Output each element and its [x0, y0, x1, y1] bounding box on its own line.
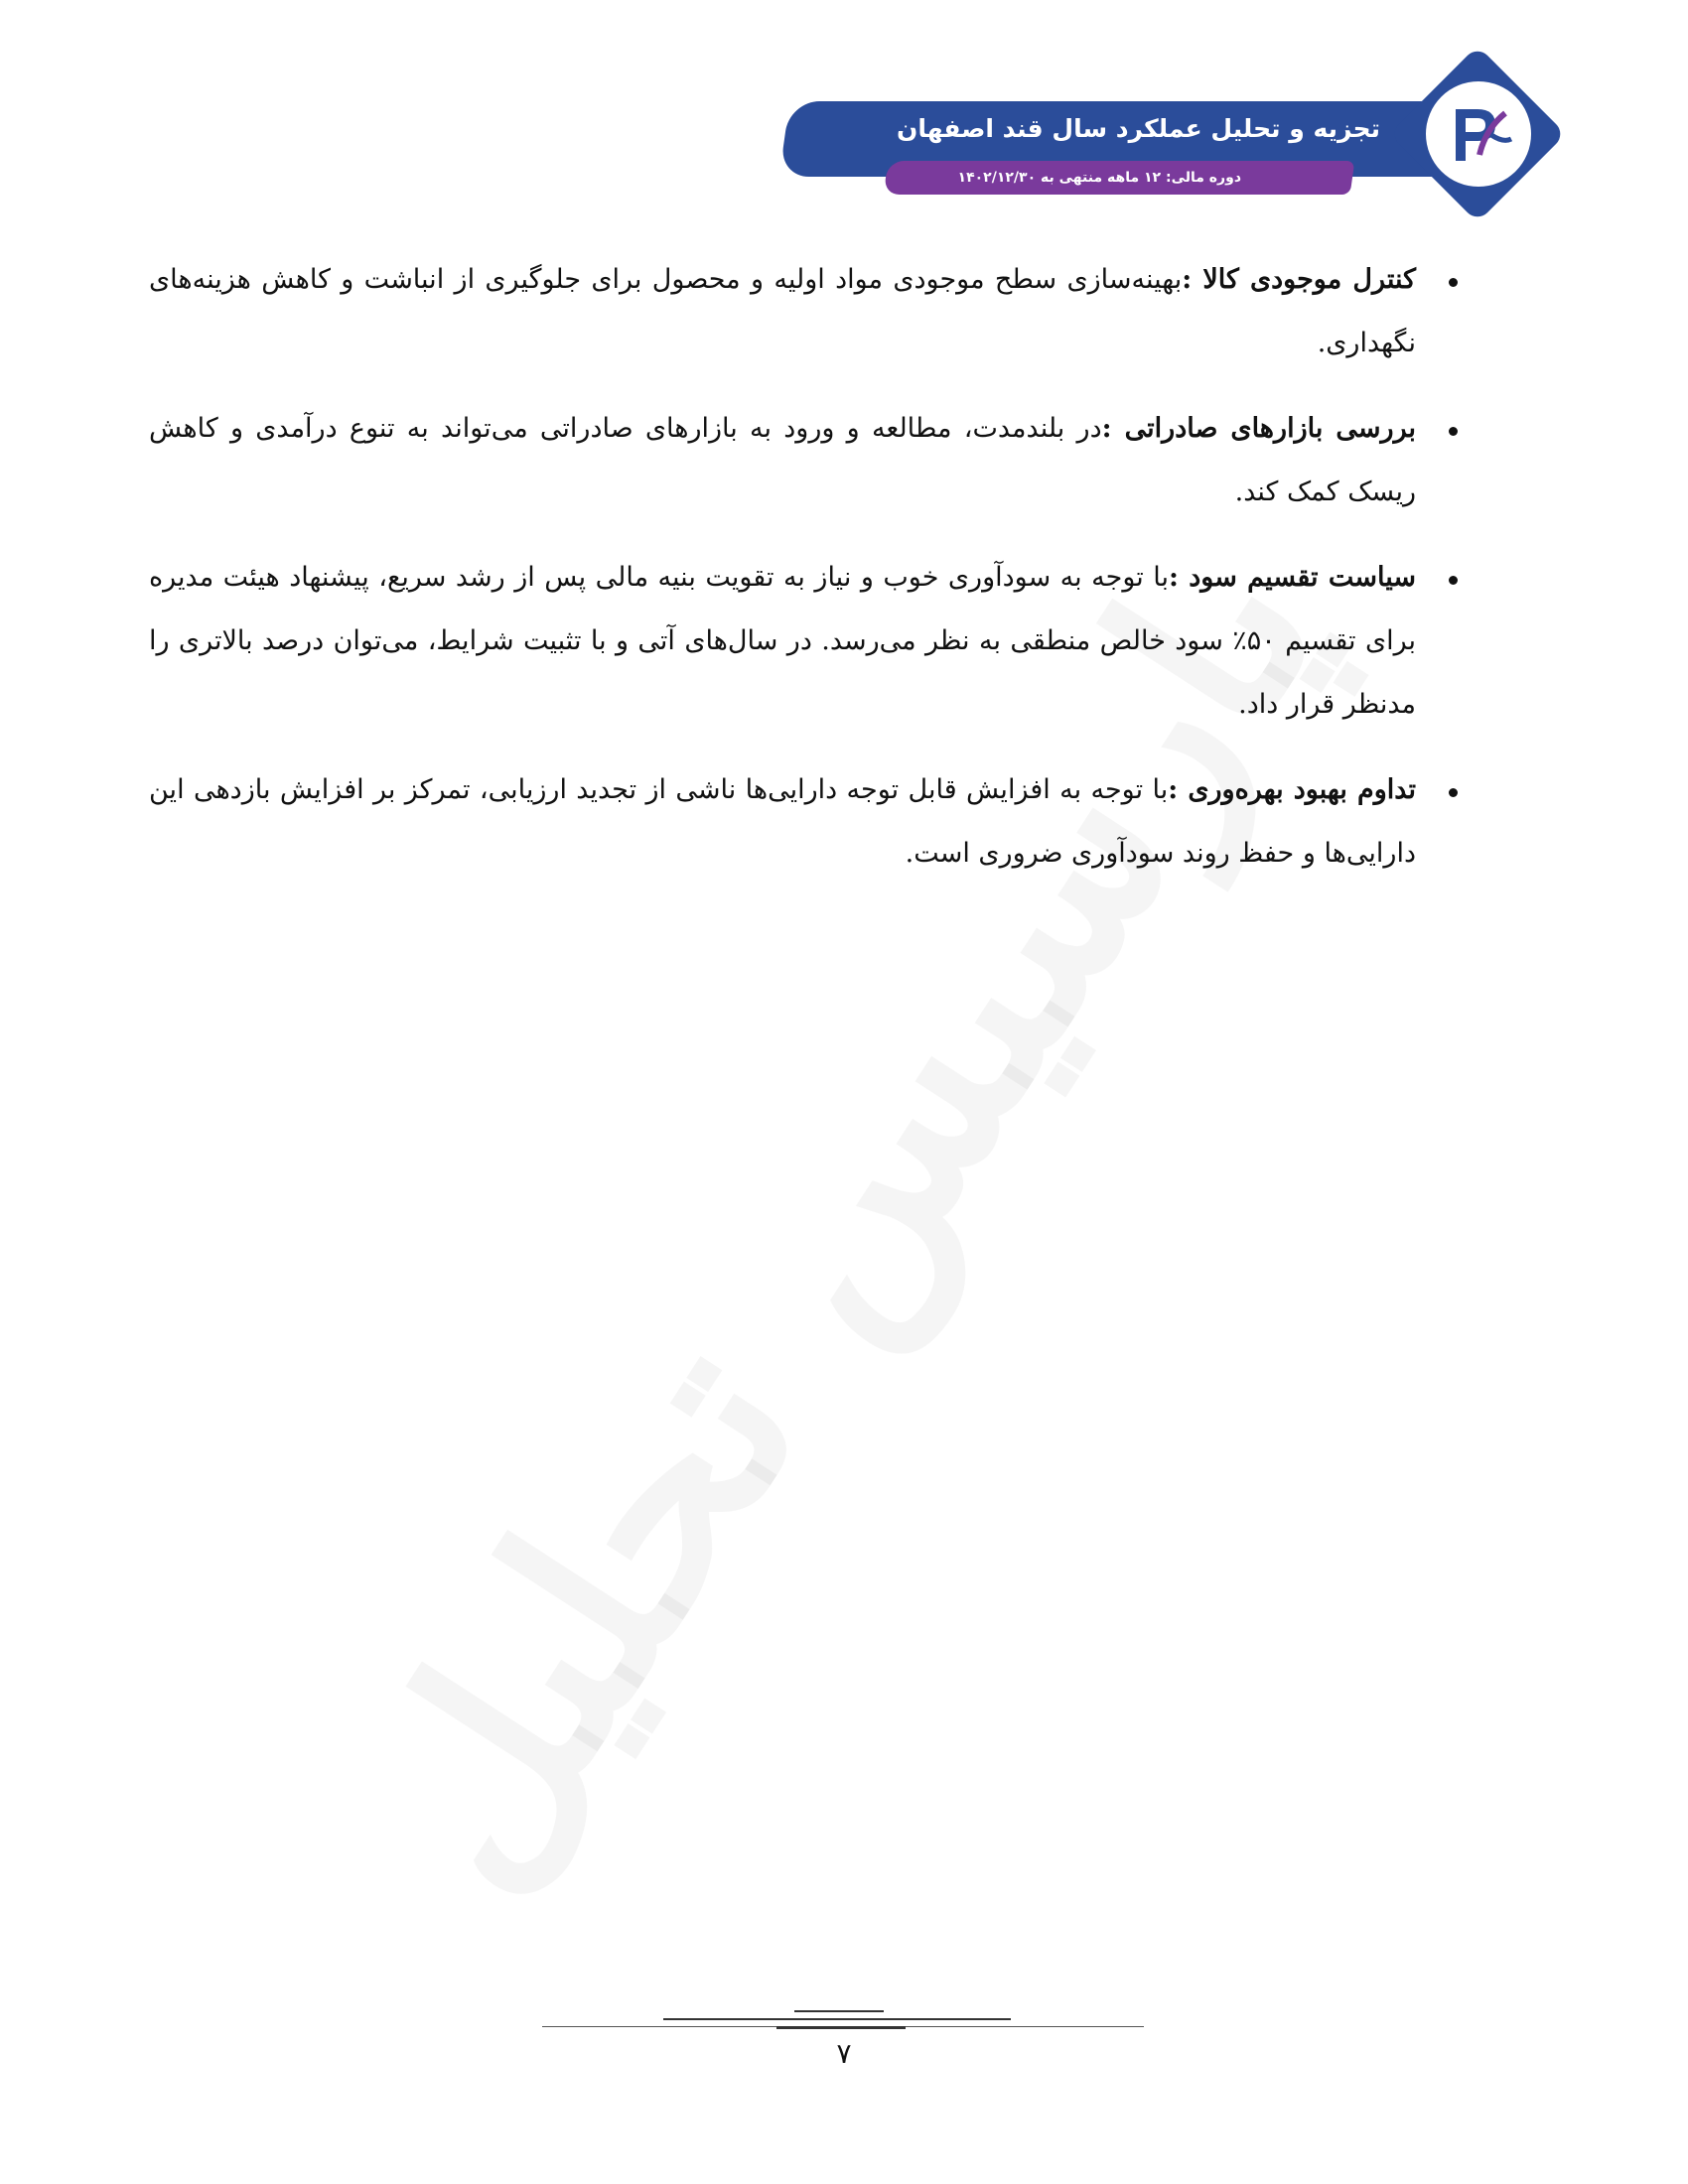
bullet-icon — [1449, 278, 1458, 287]
list-item-text: با توجه به سودآوری خوب و نیاز به تقویت بنیه مالی پس از رشد سریع، پیشنهاد هیئت مدیره برای تقسیم ۵۰٪ سود خالص منطقی به نظر می‌رسد. در سال‌های آتی و با تثبیت شرایط، می‌توان درصد بالاتری را مدنظر قرار داد. — [149, 562, 1417, 720]
list-item — [149, 397, 1460, 524]
list-item — [149, 248, 1460, 375]
document-title: تجزیه و تحلیل عملکرد سال قند اصفهان — [897, 114, 1380, 143]
list-item-text: در بلندمدت، مطالعه و ورود به بازارهای صادراتی می‌تواند به تنوع درآمدی و کاهش ریسک کمک کند. — [149, 413, 1416, 507]
list-item-heading: کنترل موجودی کالا : — [1182, 264, 1416, 295]
list-item — [149, 758, 1460, 886]
recommendations-list — [149, 248, 1460, 907]
bullet-icon — [1449, 576, 1458, 585]
footer-divider — [794, 2010, 884, 2012]
fiscal-period: دوره مالی: ۱۲ ماهه منتهی به ۱۴۰۲/۱۲/۳۰ — [957, 170, 1241, 186]
list-item-heading: تداوم بهبود بهره‌وری : — [1168, 774, 1416, 805]
page-number: ۷ — [836, 2037, 852, 2070]
company-logo-icon — [1434, 91, 1523, 181]
list-item-heading: سیاست تقسیم سود : — [1169, 562, 1416, 593]
footer-divider — [776, 2026, 906, 2029]
list-item-text: با توجه به افزایش قابل توجه دارایی‌ها ناشی از تجدید ارزیابی، تمرکز بر افزایش بازدهی این دارایی‌ها و حفظ روند سودآوری ضروری است. — [149, 774, 1416, 869]
bullet-icon — [1449, 427, 1458, 436]
bullet-icon — [1449, 788, 1458, 797]
list-item-heading: بررسی بازارهای صادراتی : — [1101, 413, 1416, 444]
footer-divider — [663, 2018, 1011, 2020]
list-item-text: بهینه‌سازی سطح موجودی مواد اولیه و محصول برای جلوگیری از انباشت و کاهش هزینه‌های نگهداری. — [149, 264, 1416, 358]
list-item — [149, 546, 1460, 737]
